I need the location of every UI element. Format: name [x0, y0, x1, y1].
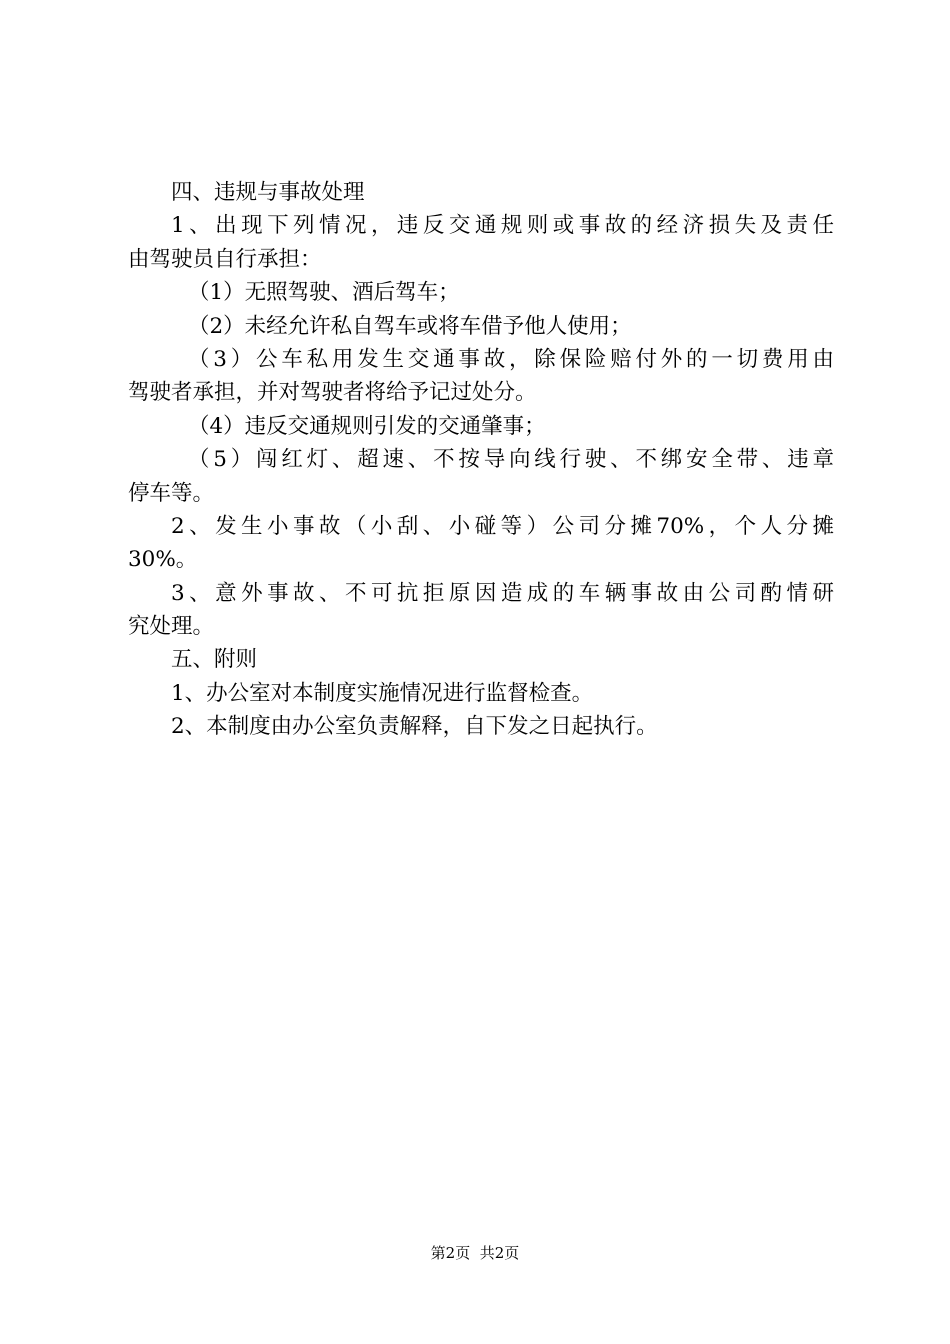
- paragraph-line: 3、意外事故、不可抗拒原因造成的车辆事故由公司酌情研: [171, 580, 834, 606]
- list-item-continuation: 停车等。: [128, 480, 215, 506]
- paragraph-line: 1、出现下列情况，违反交通规则或事故的经济损失及责任: [171, 213, 834, 239]
- section-heading-supplementary: 五、附则: [171, 647, 258, 673]
- page-footer: [0, 1243, 950, 1263]
- paragraph-line: 由驾驶员自行承担：: [128, 246, 322, 272]
- paragraph-line: 究处理。: [128, 614, 215, 640]
- list-item: （3）公车私用发生交通事故，除保险赔付外的一切费用由: [188, 346, 834, 372]
- paragraph-line: 2、本制度由办公室负责解释，自下发之日起执行。: [171, 714, 658, 740]
- page-total: 共2页: [479, 1244, 520, 1262]
- paragraph-line: 30%。: [128, 547, 198, 573]
- list-item: （5）闯红灯、超速、不按导向线行驶、不绑安全带、违章: [188, 447, 834, 473]
- list-item: （4）违反交通规则引发的交通肇事；: [188, 413, 546, 439]
- page-number: 第2页: [430, 1244, 471, 1262]
- paragraph-line: 1、办公室对本制度实施情况进行监督检查。: [171, 680, 594, 706]
- paragraph-line: 2、发生小事故（小刮、小碰等）公司分摊70%，个人分摊: [171, 513, 834, 539]
- section-heading-violations: 四、违规与事故处理: [171, 180, 365, 205]
- list-item-continuation: 驾驶者承担，并对驾驶者将给予记过处分。: [128, 380, 537, 406]
- list-item: （2）未经允许私自驾车或将车借予他人使用；: [188, 313, 632, 339]
- document-body: [128, 176, 834, 744]
- list-item: （1）无照驾驶、酒后驾车；: [188, 280, 460, 306]
